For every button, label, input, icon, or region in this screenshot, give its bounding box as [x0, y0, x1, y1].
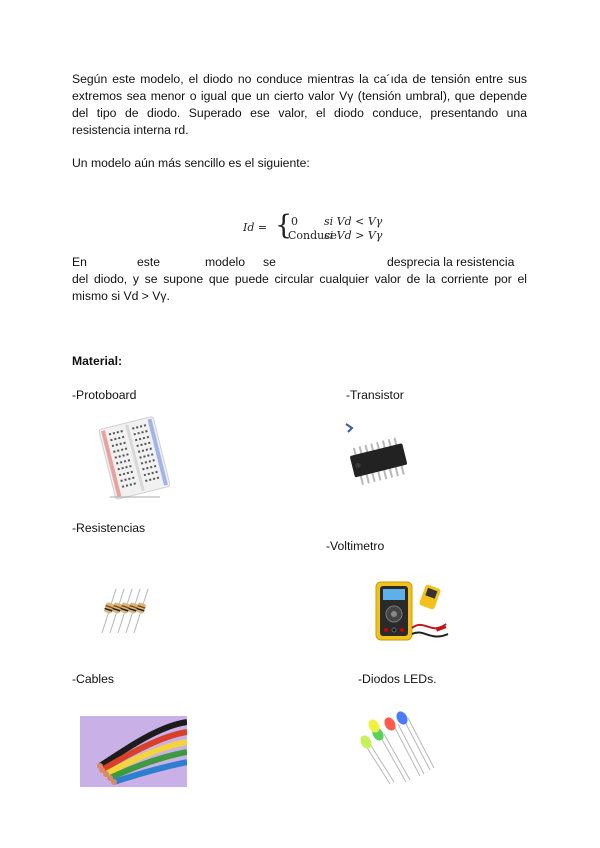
paragraph-simpler-model: Un modelo aún más sencillo es el siguiente:: [72, 156, 310, 170]
paragraph-line: del diodo, y se supone que puede circular cualquier valor de la corriente por el: [72, 272, 527, 286]
cables-image: [80, 716, 187, 787]
material-heading: Material:: [72, 354, 123, 368]
resistors-image: [96, 585, 152, 637]
formula-case1-value: 0: [291, 215, 298, 228]
item-protoboard-label: -Protoboard: [72, 388, 137, 402]
item-transistor-label: -Transistor: [346, 388, 404, 402]
paragraph-line: del tipo de diodo. Superado ese valor, el diodo conduce, presentando una: [72, 106, 527, 120]
item-resistencias-label: -Resistencias: [72, 521, 146, 535]
paragraph3-word: En: [72, 255, 87, 269]
formula-lhs: Id =: [243, 221, 268, 234]
item-voltimetro-label: -Voltimetro: [326, 539, 385, 553]
item-cables-label: -Cables: [72, 672, 114, 686]
paragraph3-word: desprecia la resistencia: [387, 255, 515, 269]
transistor-image: [340, 420, 420, 495]
paragraph3-word: modelo: [205, 255, 245, 269]
paragraph-line: mismo si Vd > Vγ.: [72, 289, 170, 303]
paragraph-line: Según este modelo, el diodo no conduce mientras la ca´ıda de tensión entre sus: [72, 72, 527, 86]
leds-image: [350, 706, 440, 788]
paragraph3-word: este: [137, 255, 161, 269]
protoboard-image: [92, 412, 177, 500]
paragraph-model-description: [72, 71, 527, 139]
multimeter-image: [372, 578, 452, 644]
paragraph-line: resistencia interna rd.: [72, 123, 189, 137]
paragraph3-word: se: [263, 255, 276, 269]
paragraph-neglect-resistance: [72, 271, 527, 305]
formula-brace: {: [275, 210, 293, 241]
formula-case1-condition: si Vd < Vγ: [324, 215, 383, 228]
item-diodos-label: -Diodos LEDs.: [358, 672, 437, 686]
formula-case2-condition: si Vd > Vγ: [324, 229, 383, 242]
formula-case2-value: Conduce: [288, 229, 337, 242]
paragraph-line: extremos sea menor o igual que un cierto valor Vγ (tensión umbral), que depende: [72, 89, 527, 103]
